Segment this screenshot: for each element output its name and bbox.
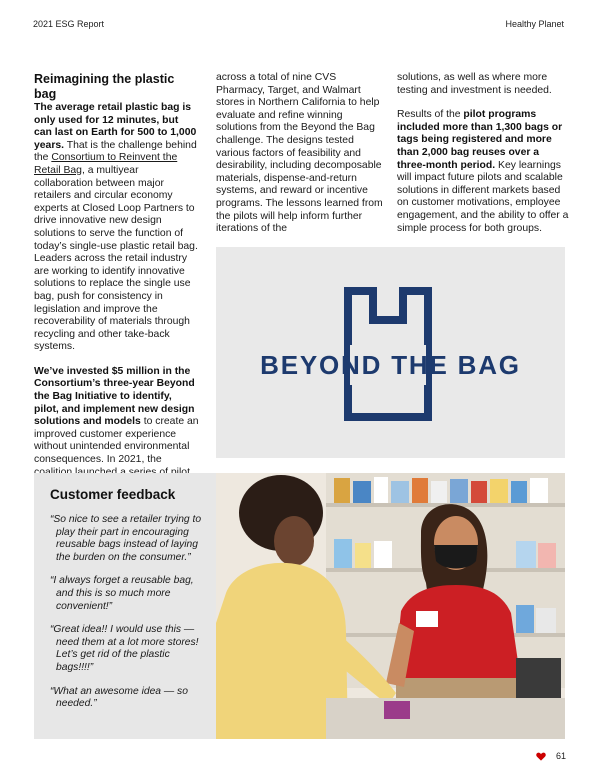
- quote-1: “So nice to see a retailer trying to play their part in encouraging reusable bags instead of laying the burden on the consumer.”: [50, 514, 202, 563]
- quote-2: “I always forget a reusable bag, and this is so much more convenient!”: [50, 575, 194, 612]
- page-number: 61: [556, 751, 567, 761]
- paragraph-4: solutions, as well as where more testing and investment is needed.: [397, 72, 552, 96]
- heart-icon: [536, 752, 546, 761]
- section-title: Healthy Planet: [505, 19, 564, 29]
- bag-fact: The average retail plastic bag is only used for 12 minutes, but can last on Earth for 500 to 1,000 years.: [34, 102, 197, 151]
- paragraph-1: [34, 102, 199, 354]
- paragraph-5-text-a: Results of the: [397, 109, 464, 121]
- consortium-link[interactable]: Consortium to Reinvent the Retail Bag: [34, 152, 178, 176]
- paragraph-5-text-b: Key learnings will impact future pilots and scalable solutions in different markets based on customer motivations, employee engagement, and the ability to offer a simple process for both groups.: [397, 159, 569, 234]
- paragraph-2-text: to create an improved customer experience without unintended environmental consequences. In 2021, the: [34, 416, 199, 466]
- store-checkout-photo: [216, 473, 565, 739]
- text-column-1: [34, 72, 199, 492]
- pilot-results-highlight: pilot programs included more than 1,300 bags or tags being registered and more than 2,000 bag reuses over a three-month period.: [397, 109, 563, 171]
- report-title: 2021 ESG Report: [33, 19, 105, 29]
- paragraph-3: across a total of nine CVS Pharmacy, Target, and Walmart stores in Northern California to help evaluate and refine winning solutions from the Beyond the Bag challenge. The designs tested various factors of feasibility and desirability, including decomposable materials, dispense-and-return systems, and reward or incentive programs. The lessons learned from the pilots will help inform further iterations of the: [216, 72, 383, 235]
- paragraph-1-text-b: , a multiyear collaboration between major retailers and circular economy experts at Closed Loop Partners to drive innovative new design solutions to serve the function of today’s single-use plastic retail bag. Leaders across the retail industry are working to identify innovative solutions to replace the single use bag, push for consistency in legislation and improve the recoverability of materials through recycling and other take-back systems.: [34, 164, 198, 353]
- section-heading: Reimagining the plastic bag: [34, 72, 175, 101]
- text-column-2: [216, 72, 386, 236]
- quote-4: “What an awesome idea — so needed.”: [50, 685, 188, 710]
- beyond-the-bag-logo: [216, 247, 565, 458]
- beyond-the-bag-logo-panel: [216, 247, 565, 458]
- feedback-title: Customer feedback: [50, 487, 176, 502]
- logo-wordmark: BEYOND THE BAG: [260, 350, 521, 380]
- customer-feedback-box: [34, 473, 216, 739]
- paragraph-1-text-a: That is the challenge behind the: [34, 139, 197, 164]
- investment-highlight: We’ve invested $5 million in the Consortium’s three-year Beyond the Bag Initiative to identify, pilot, and implement new design solutions and models: [34, 365, 195, 428]
- quote-3: “Great idea!! I would use this — need them at a lot more stores! Let’s get rid of the plastic bags!!!!”: [50, 624, 199, 673]
- paragraph-5: [397, 109, 569, 235]
- text-column-3: [397, 72, 569, 235]
